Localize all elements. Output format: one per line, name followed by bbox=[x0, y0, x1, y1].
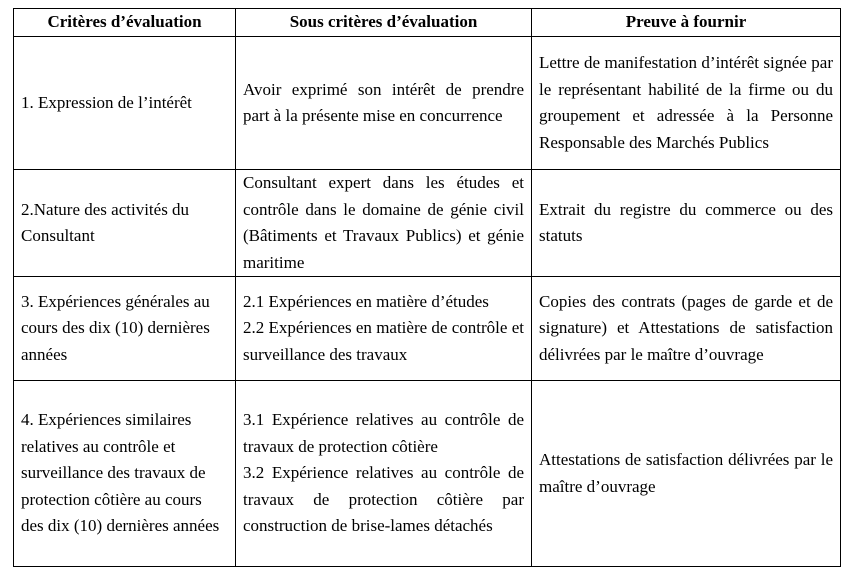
sub-criterion: Consultant expert dans les études et contrôle dans le domaine de génie civil (Bâtiments et Travaux Publics) et génie maritime bbox=[243, 173, 524, 272]
sub-criterion: 2.1 Expériences en matière d’études bbox=[243, 291, 489, 311]
criterion-cell: 3. Expériences générales au cours des dix (10) dernières années bbox=[14, 277, 236, 381]
sub-criteria-cell bbox=[236, 170, 532, 277]
header-criteria: Critères d’évaluation bbox=[14, 9, 236, 37]
header-proof: Preuve à fournir bbox=[532, 9, 841, 37]
table-row bbox=[14, 37, 841, 170]
criterion-cell: 1. Expression de l’intérêt bbox=[14, 37, 236, 170]
table-header-row bbox=[14, 9, 841, 37]
criterion-cell: 2.Nature des activités du Consultant bbox=[14, 170, 236, 277]
sub-criterion: 3.1 Expérience relatives au contrôle de travaux de protection côtière bbox=[243, 410, 524, 456]
sub-criterion: Avoir exprimé son intérêt de prendre part à la présente mise en concurrence bbox=[243, 79, 524, 125]
sub-criterion: 3.2 Expérience relatives au contrôle de travaux de protection côtière par construction de brise-lames détachés bbox=[243, 463, 524, 536]
header-sub-criteria: Sous critères d’évaluation bbox=[236, 9, 532, 37]
sub-criteria-cell bbox=[236, 277, 532, 381]
criterion-cell: 4. Expériences similaires relatives au contrôle et surveillance des travaux de protection côtière au cours des dix (10) dernières années bbox=[14, 381, 236, 567]
table-row bbox=[14, 277, 841, 381]
sub-criterion: 2.2 Expériences en matière de contrôle et surveillance des travaux bbox=[243, 318, 524, 364]
proof-cell: Attestations de satisfaction délivrées par le maître d’ouvrage bbox=[532, 381, 841, 567]
evaluation-criteria-table bbox=[13, 8, 841, 567]
table-row bbox=[14, 170, 841, 277]
sub-criteria-cell bbox=[236, 381, 532, 567]
table-row bbox=[14, 381, 841, 567]
sub-criteria-cell bbox=[236, 37, 532, 170]
proof-cell: Extrait du registre du commerce ou des statuts bbox=[532, 170, 841, 277]
proof-cell: Lettre de manifestation d’intérêt signée par le représentant habilité de la firme ou du groupement et adressée à la Personne Responsable des Marchés Publics bbox=[532, 37, 841, 170]
proof-cell: Copies des contrats (pages de garde et de signature) et Attestations de satisfaction délivrées par le maître d’ouvrage bbox=[532, 277, 841, 381]
